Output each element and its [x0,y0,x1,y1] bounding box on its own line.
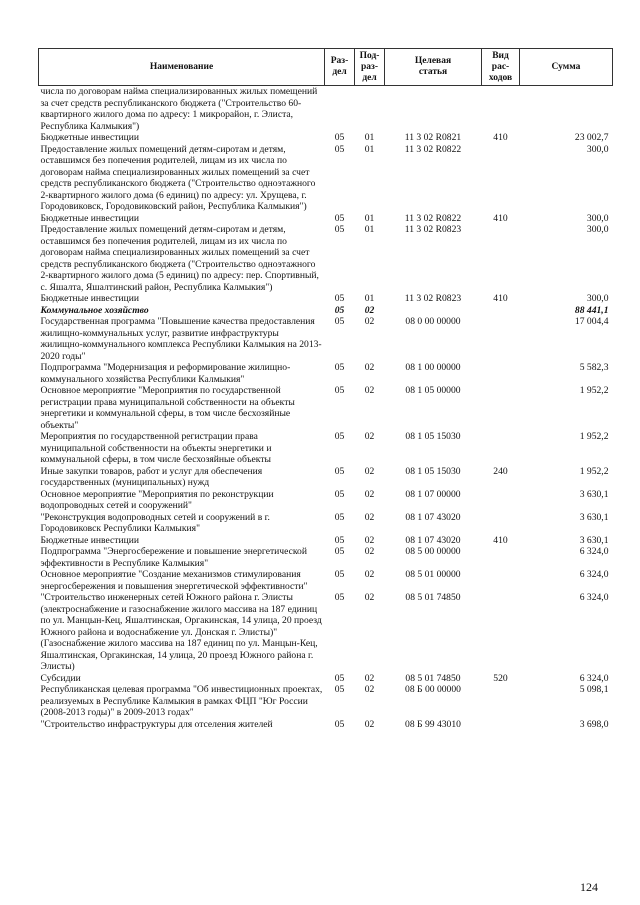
table-row [39,535,613,547]
cell-section [325,86,355,133]
cell-sum: 5 582,3 [579,362,609,373]
cell-subsection: 01 [364,212,375,224]
cell-subsection: 02 [364,592,375,603]
cell-sum: 300,0 [586,224,609,235]
cell-subsection: 01 [364,293,375,304]
table-row [39,305,613,317]
cell-section: 05 [334,316,345,327]
cell-name: Коммунальное хозяйство [40,304,149,316]
cell-target: 08 1 00 00000 [405,362,461,373]
cell-section: 05 [334,224,345,235]
cell-target: 08 5 01 00000 [405,569,461,580]
table-row [39,385,613,431]
header-section: Раз- дел [325,49,355,86]
cell-subsection: 02 [364,718,375,730]
cell-sum: 3 630,1 [579,488,609,500]
cell-sum: 1 952,2 [579,385,609,396]
cell-name: "Строительство инженерных сетей Южного района г. Элисты (электроснабжение и газоснабжение жилого массива на 187 единиц по ул. Манцын-Кец, Яшалтинская, Оргакинская, 14 улица, 20 проезд Южного района и водоснабжение ул. Донская г. Элисты)" (Газоснабжение жилого массива на 187 единиц по ул. Манцын-Кец, Яшалтинская, Оргакинская, 14 улица, 20 проезд Южного района г. Элисты) [40,592,322,672]
cell-sum: 300,0 [586,212,609,224]
cell-target: 08 0 00 00000 [405,316,461,327]
cell-subsection: 02 [364,465,375,477]
cell-target: 08 5 00 00000 [405,546,461,557]
cell-subsection: 02 [364,431,375,442]
cell-target: 11 3 02 R0822 [404,143,462,155]
cell-subsection: 02 [364,304,375,316]
table-row [39,684,613,719]
cell-name: Предоставление жилых помещений детям-сиротам и детям, оставшимся без попечения родителей, лицам из их числа по договорам найма специализированных жилых помещений за счет средств республиканского бюджета ("Строительство одноэтажного 2-квартирного жилого дома (6 единиц) по адресу: ул. Хрущева, г. Городовиковск, Городовиковский район, Республика Калмыкия") [40,143,316,212]
table-row [39,592,613,673]
table-row [39,719,613,731]
cell-section: 05 [334,132,345,143]
table-row [39,489,613,512]
cell-sum: 300,0 [586,143,609,155]
cell-section: 05 [334,534,345,546]
cell-name: числа по договорам найма специализированных жилых помещений за счет средств республиканского бюджета ("Строительство 60-квартирного жилого дома по адресу: 1 микрорайон, г. Элиста, Республика Калмыкия") [40,86,318,132]
cell-subsection: 02 [364,511,375,523]
cell-section: 05 [334,684,345,695]
cell-sum: 88 441,1 [574,304,609,316]
cell-section: 05 [334,488,345,500]
cell-type [482,144,520,213]
cell-subsection [355,86,385,133]
cell-target: 08 Б 00 00000 [405,684,461,695]
cell-name: Республиканская целевая программа "Об инвестиционных проектах, реализуемых в Республике Калмыкия в рамках ФЦП "Юг России (2008-2013 годы)" в 2009-2013 годах" [40,684,323,718]
cell-subsection: 02 [364,684,375,695]
table-row [39,132,613,144]
cell-target: 08 1 07 43020 [405,534,461,546]
cell-type [482,719,520,731]
cell-sum: 3 698,0 [579,718,609,730]
cell-subsection: 02 [364,316,375,327]
cell-target: 11 3 02 R0823 [404,224,462,235]
cell-name: Бюджетные инвестиции [40,132,139,143]
cell-type [482,224,520,293]
cell-section: 05 [334,465,345,477]
cell-target [385,86,482,133]
table-row [39,293,613,305]
cell-subsection: 02 [364,569,375,580]
cell-name: "Реконструкция водопроводных сетей и сооружений в г. Городовиковск Республики Калмыкия" [40,511,270,534]
cell-target: 11 3 02 R0823 [404,293,462,304]
cell-subsection: 02 [364,362,375,373]
cell-sum: 6 324,0 [579,672,609,684]
cell-section: 05 [334,293,345,304]
header-target: Целевая статья [385,49,482,86]
table-row [39,362,613,385]
cell-target: 08 1 07 43020 [405,511,461,523]
cell-type [482,86,520,133]
cell-target: 08 5 01 74850 [405,592,461,603]
cell-subsection: 02 [364,385,375,396]
cell-target: 08 1 05 00000 [405,385,461,396]
cell-type [482,305,520,317]
cell-section: 05 [334,546,345,557]
cell-type [482,362,520,385]
cell-section: 05 [334,672,345,684]
cell-name: Бюджетные инвестиции [40,293,139,304]
cell-name: Подпрограмма "Модернизация и реформирование жилищно-коммунального хозяйства Республики Калмыкия" [40,362,291,385]
cell-name: Подпрограмма "Энергосбережение и повышение энергетической эффективности в Республике Калмыкия" [40,546,307,569]
cell-type: 410 [493,534,508,546]
cell-target: 08 5 01 74850 [405,672,461,684]
cell-section: 05 [334,143,345,155]
cell-section: 05 [334,212,345,224]
cell-name: "Строительство инфраструктуры для отселения жителей [40,718,273,730]
cell-section: 05 [334,362,345,373]
cell-sum: 1 952,2 [579,465,609,477]
cell-section: 05 [334,431,345,442]
cell-sum: 1 952,2 [579,431,609,442]
cell-type: 410 [493,132,508,143]
cell-name: Бюджетные инвестиции [40,212,139,224]
table-row [39,673,613,685]
cell-type: 410 [493,212,508,224]
cell-subsection: 02 [364,534,375,546]
budget-table [38,48,613,730]
cell-name: Предоставление жилых помещений детям-сиротам и детям, оставшимся без попечения родителей, лицам из их числа по договорам найма специализированных жилых помещений за счет средств республиканского бюджета ("Строительство одноэтажного 2-квартирного жилого дома (5 единиц) по адресу: пер. Спортивный, с. Яшалта, Яшалтинский район, Республика Калмыкия") [40,224,319,293]
table-row [39,213,613,225]
cell-target: 11 3 02 R0822 [404,212,462,224]
table-row [39,569,613,592]
cell-type [482,385,520,431]
table-row [39,466,613,489]
cell-type: 520 [493,672,508,684]
table-row [39,546,613,569]
cell-target: 11 3 02 R0821 [404,132,462,143]
cell-type [482,569,520,592]
cell-name: Бюджетные инвестиции [40,534,139,546]
cell-sum: 300,0 [586,293,609,304]
cell-type [482,316,520,362]
cell-type [482,546,520,569]
cell-sum: 6 324,0 [579,592,609,603]
header-subsection: Под- раз- дел [355,49,385,86]
cell-sum: 6 324,0 [579,546,609,557]
cell-subsection: 02 [364,672,375,684]
cell-section: 05 [334,304,345,316]
cell-subsection: 02 [364,546,375,557]
table-row [39,431,613,466]
cell-name: Основное мероприятие "Создание механизмов стимулирования энергосбережения и повышения энергетической эффективности" [40,569,308,592]
cell-subsection: 02 [364,488,375,500]
cell-target [385,305,482,317]
cell-type [482,684,520,719]
cell-target: 08 Б 99 43010 [405,718,461,730]
cell-subsection: 01 [364,224,375,235]
cell-type [482,489,520,512]
cell-target: 08 1 07 00000 [405,488,461,500]
cell-sum: 3 630,1 [579,511,609,523]
cell-sum: 23 002,7 [574,132,609,143]
cell-subsection: 01 [364,132,375,143]
cell-name: Государственная программа "Повышение качества предоставления жилищно-коммунальных услуг, развитие инфраструктуры жилищно-коммунального комплекса Республики Калмыкия на 2013-2020 годы" [40,316,322,362]
cell-sum: 5 098,1 [579,684,609,695]
cell-sum: 6 324,0 [579,569,609,580]
cell-target: 08 1 05 15030 [405,431,461,442]
cell-subsection: 01 [364,143,375,155]
cell-sum [520,86,613,133]
cell-section: 05 [334,569,345,580]
cell-section: 05 [334,511,345,523]
cell-section: 05 [334,718,345,730]
cell-type: 240 [493,465,508,477]
header-type: Вид рас- ходов [482,49,520,86]
cell-type [482,431,520,466]
table-row [39,144,613,213]
cell-sum: 17 004,4 [574,316,609,327]
cell-target: 08 1 05 15030 [405,465,461,477]
table-header-row [39,49,613,86]
cell-type [482,512,520,535]
table-row [39,316,613,362]
cell-sum: 3 630,1 [579,534,609,546]
cell-name: Основное мероприятие "Мероприятия по реконструкции водопроводных сетей и сооружений" [40,488,274,511]
header-name: Наименование [39,49,325,86]
cell-name: Иные закупки товаров, работ и услуг для обеспечения государственных (муниципальных) нужд [40,465,263,488]
cell-type [482,592,520,673]
cell-name: Мероприятия по государственной регистрации права муниципальной собственности на объекты энергетики и коммунальной сферы, в том числе бесхозяйные объекты [40,431,272,465]
cell-type: 410 [493,293,508,304]
header-sum: Сумма [520,49,613,86]
cell-name: Основное мероприятие "Мероприятия по государственной регистрации права муниципальной собственности на объекты энергетики и коммунальной сферы, в том числе бесхозяйные объекты" [40,385,295,431]
cell-name: Субсидии [40,672,81,684]
cell-section: 05 [334,592,345,603]
table-row [39,224,613,293]
page-number: 124 [580,880,598,894]
table-row [39,86,613,133]
table-row [39,512,613,535]
cell-section: 05 [334,385,345,396]
